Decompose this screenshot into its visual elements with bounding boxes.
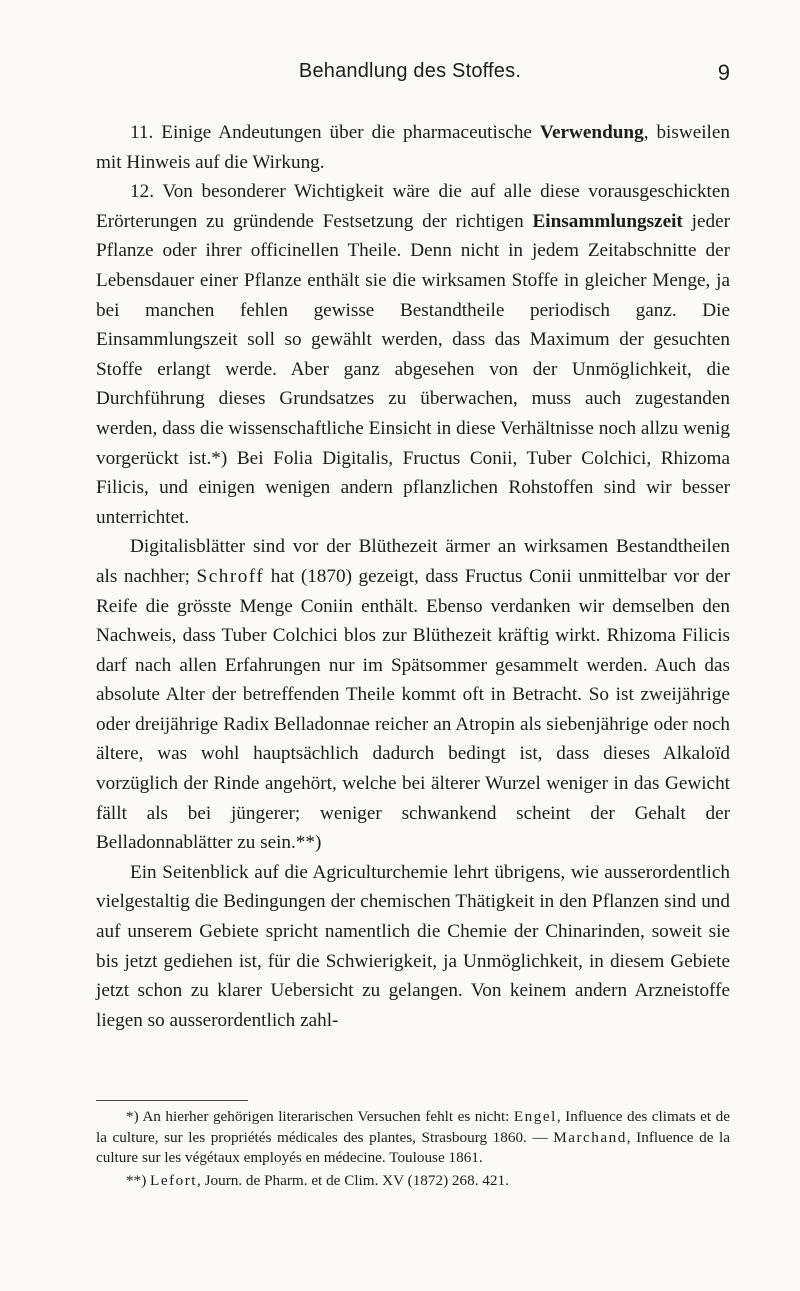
main-text <box>96 118 730 1035</box>
author-lefort: Lefort <box>150 1171 197 1189</box>
term-verwendung: Verwendung <box>539 122 644 143</box>
author-engel: Engel <box>513 1108 557 1125</box>
paragraph-11: 11. Einige Andeutungen über die pharmaceutische Verwendung, bisweilen mit Hinweis auf die Wirkung. <box>96 122 730 173</box>
footnotes <box>96 1107 730 1191</box>
author-marchand: Marchand <box>553 1128 627 1146</box>
running-header <box>90 60 730 90</box>
author-schroff: Schroff <box>196 565 265 587</box>
page-number: 9 <box>717 60 730 85</box>
paragraph-agriculturchemie: Ein Seitenblick auf die Agriculturchemie lehrt übrigens, wie ausserordentlich vielgestaltig die Bedingungen der chemischen Thätigkeit in den Pflanzen sind und auf unserem Gebiete spricht namentlich die Chemie der Chinarinden, soweit sie bis jetzt gediehen ist, für die Schwierigkeit, ja Unmöglichkeit, in diesem Gebiete jetzt schon zu klarer Uebersicht zu gelangen. Von keinem andern Arzneistoffe liegen so ausserordentlich zahl- <box>96 861 730 1031</box>
paragraph-12: 12. Von besonderer Wichtigkeit wäre die auf alle diese vorausgeschickten Erörterungen zu gründende Festsetzung der richtigen Einsammlungszeit jeder Pflanze oder ihrer officinellen Theile. Denn nicht in jedem Zeitabschnitte der Lebensdauer einer Pflanze enthält sie die wirksamen Stoffe in gleicher Menge, ja bei manchen fehlen gewisse Bestandtheile periodisch ganz. Die Einsammlungszeit soll so gewählt werden, dass das Maximum der gesuchten Stoffe erlangt werde. Aber ganz abgesehen von der Unmöglichkeit, die Durchführung dieses Grundsatzes zu überwachen, muss auch zugestanden werden, dass die wissenschaftliche Einsicht in diese Verhältnisse noch allzu wenig vorgerückt ist.*) Bei Folia Digitalis, Fructus Conii, Tuber Colchici, Rhizoma Filicis, und einigen wenigen andern pflanzlichen Rohstoffen sind wir besser unterrichtet. <box>96 181 730 528</box>
footnote-2: **) Lefort, Journ. de Pharm. et de Clim. XV (1872) 268. 421. <box>126 1171 509 1189</box>
footnote-1: *) An hierher gehörigen literarischen Versuchen fehlt es nicht: Engel, Influence des climats et de la culture, sur les propriétés médicales des plantes, Strasbourg 1860. — Marchand, Influence de la culture sur les végétaux employés en médecine. Toulouse 1861. <box>96 1108 730 1166</box>
running-title: Behandlung des Stoffes. <box>298 60 522 82</box>
term-einsammlungszeit: Einsammlungszeit <box>532 210 683 232</box>
footnote-divider <box>96 1100 248 1101</box>
paragraph-digitalis: Digitalisblätter sind vor der Blüthezeit ärmer an wirksamen Bestandtheilen als nachher; Schroff hat (1870) gezeigt, dass Fructus Conii unmittelbar vor der Reife die grösste Menge Coniin enthält. Ebenso verdanken wir demselben den Nachweis, dass Tuber Colchici blos zur Blüthezeit kräftig wirkt. Rhizoma Filicis darf nach allen Erfahrungen nur im Spätsommer gesammelt werden. Auch das absolute Alter der betreffenden Theile kommt oft in Betracht. So ist zweijährige oder dreijährige Radix Belladonnae reicher an Atropin als siebenjährige oder noch ältere, was wohl hauptsächlich dadurch bedingt ist, dass dieses Alkaloïd vorzüglich der Rinde angehört, welche bei älterer Wurzel weniger in das Gewicht fällt als bei jüngerer; weniger schwankend scheint der Gehalt der Belladonnablätter zu sein.**) <box>96 536 730 854</box>
